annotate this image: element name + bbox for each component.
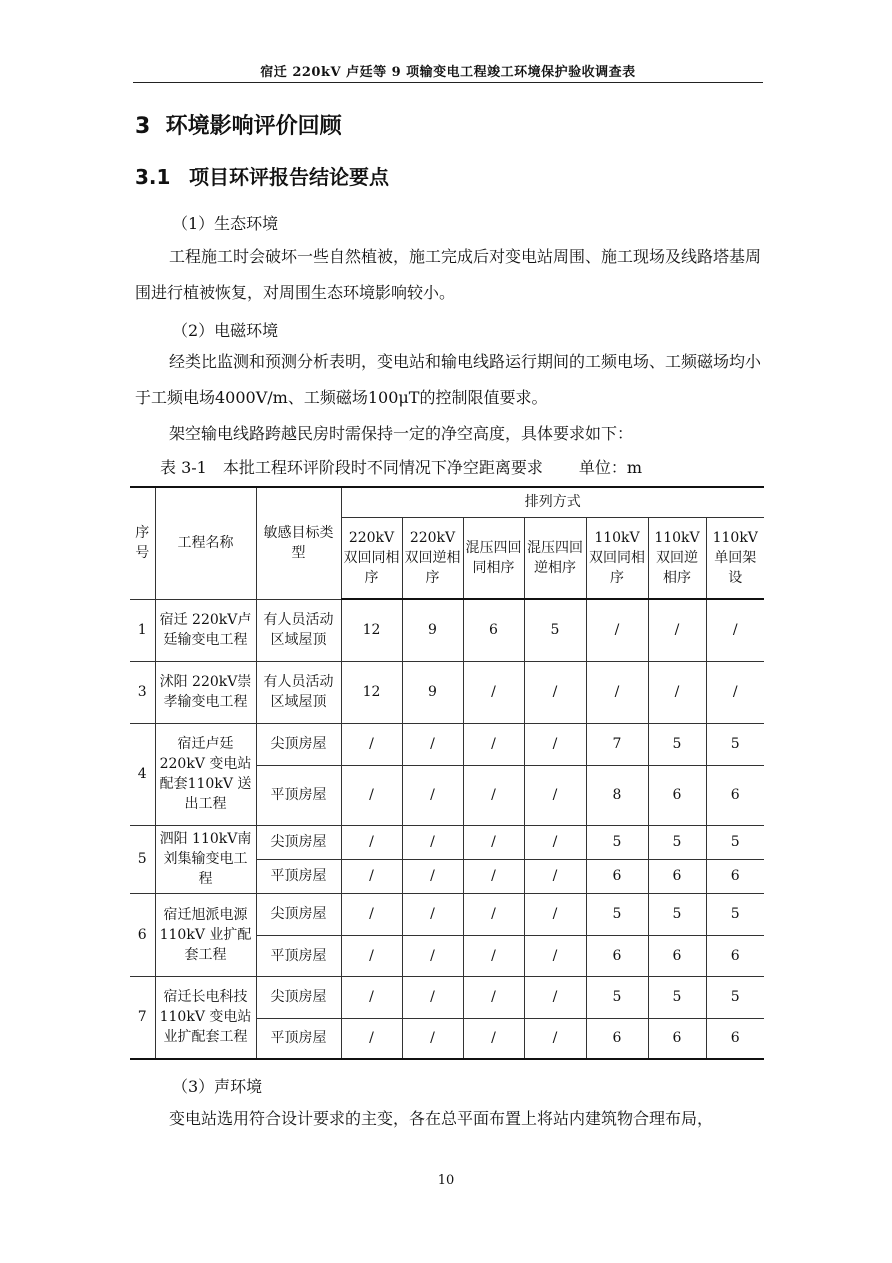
cell-value: 5 <box>706 976 764 1018</box>
cell-seq: 7 <box>130 976 155 1059</box>
cell-value: / <box>402 893 463 935</box>
cell-value: / <box>402 1018 463 1059</box>
cell-value: / <box>341 859 402 893</box>
page-number: 10 <box>437 1173 455 1188</box>
cell-value: / <box>402 976 463 1018</box>
cell-value: 6 <box>586 859 648 893</box>
running-header: 宿迁 220kV 卢廷等 9 项输变电工程竣工环境保护验收调查表 <box>260 65 636 80</box>
header-col: 混压四回逆相序 <box>524 517 586 599</box>
header-target: 敏感目标类型 <box>256 487 341 599</box>
cell-value: 9 <box>402 661 463 723</box>
ecology-paragraph: 工程施工时会破坏一些自然植被，施工完成后对变电站周围、施工现场及线路塔基周围进行植被恢复，对周围生态环境影响较小。 <box>135 247 762 302</box>
cell-value: / <box>341 935 402 976</box>
cell-value: / <box>463 976 524 1018</box>
cell-value: 5 <box>586 976 648 1018</box>
cell-value: 5 <box>586 825 648 859</box>
cell-value: 6 <box>648 765 706 825</box>
cell-name: 泗阳 110kV南刘集输变电工程 <box>155 825 256 893</box>
em-heading: （2）电磁环境 <box>172 321 279 340</box>
cell-value: 9 <box>402 599 463 661</box>
cell-target: 尖顶房屋 <box>256 723 341 765</box>
cell-value: / <box>402 859 463 893</box>
cell-value: / <box>463 723 524 765</box>
ecology-heading: （1）生态环境 <box>172 214 279 233</box>
cell-value: 6 <box>648 859 706 893</box>
cell-name: 宿迁旭派电源 110kV 业扩配套工程 <box>155 893 256 976</box>
clearance-table <box>130 486 764 1060</box>
cell-value: / <box>341 893 402 935</box>
table-caption <box>160 455 642 478</box>
section-heading <box>135 109 342 140</box>
cell-value: 6 <box>586 935 648 976</box>
cell-value: / <box>586 599 648 661</box>
cell-value: / <box>524 825 586 859</box>
cell-value: / <box>341 825 402 859</box>
cell-value: / <box>463 859 524 893</box>
cell-value: 6 <box>706 935 764 976</box>
cell-value: / <box>524 661 586 723</box>
header-name: 工程名称 <box>155 487 256 599</box>
cell-value: 6 <box>706 1018 764 1059</box>
header-col: 110kV双回逆相序 <box>648 517 706 599</box>
cell-value: / <box>341 976 402 1018</box>
cell-value: 6 <box>586 1018 648 1059</box>
cell-name: 沭阳 220kV崇孝输变电工程 <box>155 661 256 723</box>
header-col: 220kV双回逆相序 <box>402 517 463 599</box>
table-row <box>130 599 764 661</box>
cell-value: / <box>402 825 463 859</box>
cell-seq: 3 <box>130 661 155 723</box>
cell-value: 8 <box>586 765 648 825</box>
subsection-number: 3.1 <box>135 165 171 189</box>
cell-name: 宿迁 220kV卢廷输变电工程 <box>155 599 256 661</box>
cell-value: / <box>341 723 402 765</box>
cell-target: 平顶房屋 <box>256 859 341 893</box>
cell-value: / <box>524 723 586 765</box>
cell-name: 宿迁长电科技 110kV 变电站业扩配套工程 <box>155 976 256 1059</box>
cell-target: 平顶房屋 <box>256 935 341 976</box>
cell-value: 5 <box>648 723 706 765</box>
cell-value: 6 <box>648 1018 706 1059</box>
cell-value: / <box>586 661 648 723</box>
header-col: 220kV双回同相序 <box>341 517 402 599</box>
cell-name: 宿迁卢廷220kV 变电站配套110kV 送出工程 <box>155 723 256 825</box>
cell-target: 有人员活动区域屋顶 <box>256 599 341 661</box>
cell-value: / <box>402 765 463 825</box>
cell-value: / <box>402 723 463 765</box>
cell-value: / <box>463 765 524 825</box>
table-caption-title: 表 3-1 本批工程环评阶段时不同情况下净空距离要求 <box>160 458 543 477</box>
header-col: 110kV双回同相序 <box>586 517 648 599</box>
cell-value: / <box>463 1018 524 1059</box>
header-rule <box>133 82 763 83</box>
cell-target: 有人员活动区域屋顶 <box>256 661 341 723</box>
cell-value: / <box>402 935 463 976</box>
header-arrangement: 排列方式 <box>341 487 764 517</box>
cell-target: 平顶房屋 <box>256 1018 341 1059</box>
header-seq: 序号 <box>130 487 155 599</box>
cell-target: 尖顶房屋 <box>256 976 341 1018</box>
subsection-heading <box>135 161 389 190</box>
cell-value: 5 <box>586 893 648 935</box>
cell-value: / <box>463 661 524 723</box>
cell-value: 7 <box>586 723 648 765</box>
cell-target: 尖顶房屋 <box>256 825 341 859</box>
cell-value: 5 <box>524 599 586 661</box>
cell-value: 5 <box>648 825 706 859</box>
table-row <box>130 661 764 723</box>
cell-value: 5 <box>648 976 706 1018</box>
cell-value: / <box>706 599 764 661</box>
table-row <box>130 893 764 935</box>
subsection-title: 项目环评报告结论要点 <box>189 165 389 189</box>
cell-value: / <box>706 661 764 723</box>
section-title: 环境影响评价回顾 <box>165 114 342 139</box>
cell-value: 6 <box>706 859 764 893</box>
cell-value: / <box>648 599 706 661</box>
cell-value: 6 <box>648 935 706 976</box>
em-paragraph-1: 经类比监测和预测分析表明，变电站和输电线路运行期间的工频电场、工频磁场均小于工频电场4000V/m、工频磁场100μT的控制限值要求。 <box>135 352 762 407</box>
cell-value: 5 <box>706 893 764 935</box>
cell-value: 5 <box>706 825 764 859</box>
cell-value: / <box>524 765 586 825</box>
cell-value: 6 <box>463 599 524 661</box>
cell-value: / <box>648 661 706 723</box>
cell-seq: 1 <box>130 599 155 661</box>
table-unit: 单位：m <box>578 458 643 477</box>
cell-value: / <box>341 1018 402 1059</box>
noise-paragraph: 变电站选用符合设计要求的主变，各在总平面布置上将站内建筑物合理布局， <box>169 1109 714 1128</box>
cell-value: 5 <box>648 893 706 935</box>
cell-value: / <box>463 893 524 935</box>
cell-value: / <box>524 893 586 935</box>
table-row <box>130 825 764 859</box>
noise-heading: （3）声环境 <box>172 1077 263 1096</box>
cell-value: 12 <box>341 661 402 723</box>
cell-target: 尖顶房屋 <box>256 893 341 935</box>
header-col: 混压四回同相序 <box>463 517 524 599</box>
section-number: 3 <box>135 114 151 139</box>
cell-value: 5 <box>706 723 764 765</box>
cell-seq: 4 <box>130 723 155 825</box>
em-paragraph-2: 架空输电线路跨越民房时需保持一定的净空高度，具体要求如下： <box>169 424 634 443</box>
cell-value: / <box>463 825 524 859</box>
header-col: 110kV单回架设 <box>706 517 764 599</box>
table-row <box>130 976 764 1018</box>
cell-seq: 5 <box>130 825 155 893</box>
cell-value: / <box>341 765 402 825</box>
cell-value: / <box>524 976 586 1018</box>
cell-value: 6 <box>706 765 764 825</box>
cell-value: / <box>524 935 586 976</box>
cell-value: / <box>524 1018 586 1059</box>
table-row <box>130 723 764 765</box>
cell-seq: 6 <box>130 893 155 976</box>
cell-value: 12 <box>341 599 402 661</box>
cell-value: / <box>463 935 524 976</box>
cell-value: / <box>524 859 586 893</box>
cell-target: 平顶房屋 <box>256 765 341 825</box>
